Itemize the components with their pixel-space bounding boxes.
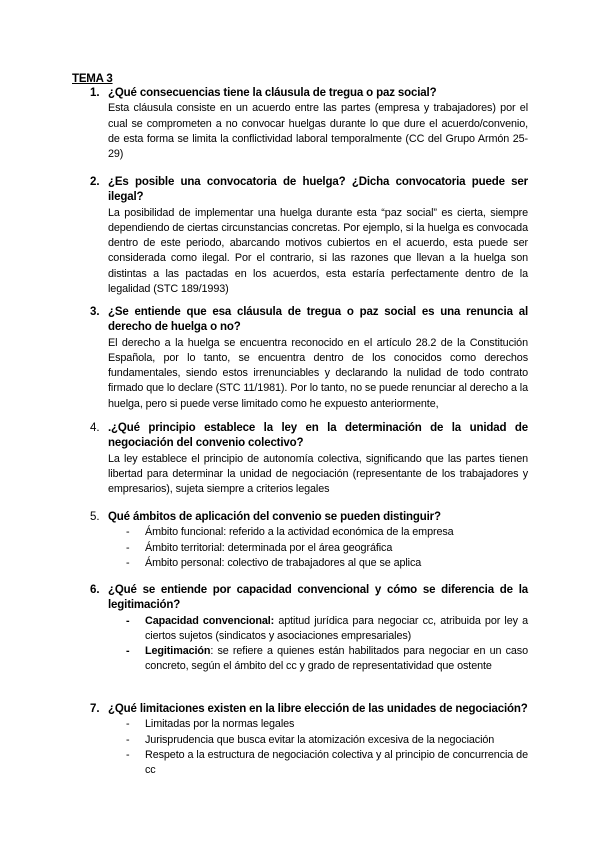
list-item: - Respeto a la estructura de negociación colectiva y al principio de concurrencia de cc: [126, 748, 528, 777]
question-7: [76, 702, 528, 778]
question-text: Qué ámbitos de aplicación del convenio se pueden distinguir?: [108, 511, 441, 523]
list-item: - Jurisprudencia que busca evitar la atomización excesiva de la negociación: [126, 733, 528, 748]
question-4: [76, 421, 528, 497]
question-number: 6.: [90, 584, 100, 596]
dash-bullet: -: [126, 541, 130, 554]
answer-text: La ley establece el principio de autonomía colectiva, significando que las partes tienen libertad para determinar la unidad de negociación (representante de los trabajadores y empresarios), sujeta siempre a criterios legales: [108, 452, 528, 496]
list-item: - Ámbito personal: colectivo de trabajadores al que se aplica: [126, 556, 528, 571]
dash-bullet: -: [126, 614, 130, 627]
dash-bullet: -: [126, 748, 130, 761]
dash-bullet: -: [126, 526, 130, 539]
question-2: [76, 175, 528, 297]
question-number: 5.: [90, 511, 100, 523]
scope-list: [126, 525, 528, 571]
answer-text: La posibilidad de implementar una huelga durante esta “paz social” es cierta, siempre dependiendo de ciertas circunstancias concretas. Por ejemplo, si la huelga es convocada dentro de este periodo, abarcando motivos cubiertos en el acuerdo, esta puede ser considerada como ilegal. Por el contrario, si las razones que llevan a la huelga son distintas a las pactadas en los acuerdos, esta estaría perfectamente dentro de la legalidad (STC 189/1993): [108, 206, 528, 296]
list-item: - Legitimación: se refiere a quienes están habilitados para negociar en un caso concreto, según el ámbito del cc y grado de representatividad que ostente: [126, 645, 528, 673]
question-text: ¿Se entiende que esa cláusula de tregua o paz social es una renuncia al derecho de huelga o no?: [108, 306, 528, 334]
question-5: [76, 510, 528, 571]
list-item: - Ámbito funcional: referido a la actividad económica de la empresa: [126, 525, 528, 540]
question-number: 3.: [90, 306, 100, 318]
dash-bullet: -: [126, 733, 130, 746]
dash-bullet: -: [126, 556, 130, 569]
page-title: TEMA 3: [72, 73, 113, 85]
question-6: [76, 583, 528, 675]
question-number: 4.: [90, 422, 100, 434]
list-item: - Ámbito territorial: determinada por el área geográfica: [126, 541, 528, 556]
list-item: - Limitadas por la normas legales: [126, 717, 528, 732]
question-text: ¿Qué limitaciones existen en la libre elección de las unidades de negociación?: [108, 703, 528, 715]
question-number: 1.: [90, 87, 100, 99]
question-text: .¿Qué principio establece la ley en la determinación de la unidad de negociación del convenio colectivo?: [108, 422, 528, 450]
limitations-list: [126, 717, 528, 778]
question-number: 2.: [90, 176, 100, 188]
answer-text: Esta cláusula consiste en un acuerdo entre las partes (empresa y trabajadores) por el cual se comprometen a no convocar huelgas durante lo que dure el acuerdo/convenio, de esta forma se limita la conflictividad laboral temporalmente (CC del Grupo Armón 25-29): [108, 102, 528, 161]
term: Legitimación: [145, 645, 211, 658]
question-text: ¿Qué consecuencias tiene la cláusula de tregua o paz social?: [108, 87, 437, 99]
list-item: - Capacidad convencional: aptitud jurídica para negociar cc, atribuida por ley a ciertos sujetos (sindicatos y asociaciones empresariales): [126, 614, 528, 642]
question-3: [76, 305, 528, 412]
question-1: [76, 86, 528, 162]
dash-bullet: -: [126, 718, 130, 731]
term: Capacidad convencional:: [145, 614, 275, 627]
question-number: 7.: [90, 703, 100, 715]
question-text: ¿Es posible una convocatoria de huelga? ¿Dicha convocatoria puede ser ilegal?: [108, 176, 528, 204]
answer-text: El derecho a la huelga se encuentra reconocido en el artículo 28.2 de la Constitución Española, por lo tanto, se encuentra dentro de los conocidos como derechos fundamentales, siendo estos irrenunciables y declarando la nulidad de todo contrato firmado que lo declare (STC 11/1981). Por lo tanto, no se puede renunciar al derecho a la huelga, pero si puede verse limitado como he expuesto anteriormente,: [108, 336, 528, 410]
definition-list: [126, 614, 528, 675]
question-text: ¿Qué se entiende por capacidad convencional y cómo se diferencia de la legitimación?: [108, 584, 528, 612]
dash-bullet: -: [126, 645, 130, 658]
